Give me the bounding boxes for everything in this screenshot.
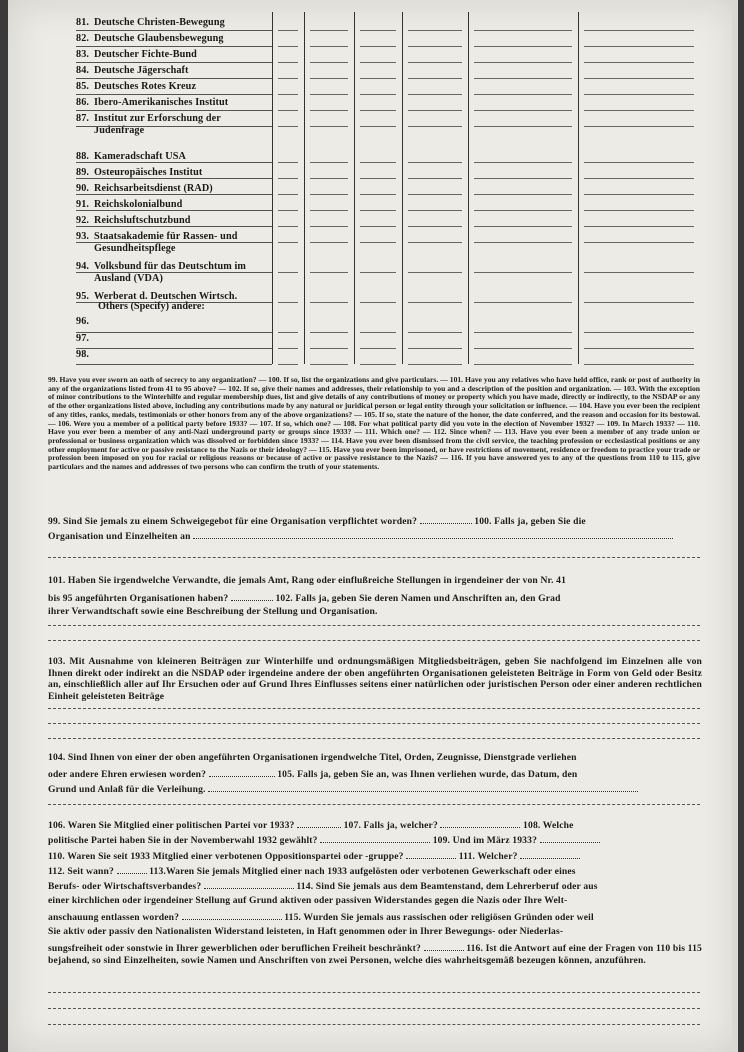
- answer-field-111[interactable]: [520, 849, 580, 859]
- answer-field-115[interactable]: [424, 941, 464, 951]
- question-text: politische Partei haben Sie in der Novemberwahl 1932 gewählt?: [48, 835, 318, 846]
- table-cell-line[interactable]: [278, 332, 298, 333]
- table-cell-line[interactable]: [584, 30, 694, 31]
- question-text: Berufs- oder Wirtschaftsverbandes?: [48, 881, 202, 892]
- organization-name: Kameradschaft USA: [94, 151, 186, 162]
- answer-field-108[interactable]: [320, 833, 430, 843]
- table-cell-line[interactable]: [584, 94, 694, 95]
- table-cell-line[interactable]: [310, 178, 348, 179]
- table-cell-line[interactable]: [310, 194, 348, 195]
- row-number: 84.: [76, 65, 90, 76]
- table-cell-line[interactable]: [310, 332, 348, 333]
- organization-name: Deutsche Glaubensbewegung: [94, 33, 224, 44]
- other-row[interactable]: [76, 349, 272, 361]
- table-cell-line[interactable]: [474, 126, 572, 127]
- answer-field-114[interactable]: [182, 910, 282, 920]
- table-cell-line[interactable]: [360, 126, 396, 127]
- question-114c: [48, 910, 702, 924]
- table-cell-line[interactable]: [360, 226, 396, 227]
- question-102b: ihrer Verwandtschaft sowie eine Beschreibung der Stellung und Organisation.: [48, 606, 378, 617]
- table-column-divider: [272, 12, 273, 364]
- table-cell-line[interactable]: [584, 242, 694, 243]
- table-cell-line[interactable]: [584, 178, 694, 179]
- row-number: 93.: [76, 231, 90, 242]
- question-text: 105. Falls ja, geben Sie an, was Ihnen verliehen wurde, das Datum, den: [277, 769, 578, 780]
- question-text: 99. Sind Sie jemals zu einem Schweigegebot für eine Organisation verpflichtet worden?: [48, 516, 418, 527]
- question-text: 109. Und im März 1933?: [432, 835, 538, 846]
- row-number: 94.: [76, 261, 90, 272]
- table-cell-line[interactable]: [310, 46, 348, 47]
- organization-row: [76, 97, 272, 109]
- table-cell-line[interactable]: [360, 272, 396, 273]
- table-cell-line[interactable]: [584, 62, 694, 63]
- table-cell-line[interactable]: [278, 348, 298, 349]
- table-cell-line[interactable]: [278, 272, 298, 273]
- table-cell-line[interactable]: [584, 302, 694, 303]
- table-cell-line[interactable]: [278, 210, 298, 211]
- row-number: 95.: [76, 291, 90, 302]
- row-number: 83.: [76, 49, 90, 60]
- answer-field-101[interactable]: [231, 591, 273, 601]
- answer-line[interactable]: [48, 557, 700, 558]
- organization-row: [76, 65, 272, 77]
- table-cell-line[interactable]: [584, 126, 694, 127]
- table-cell-line[interactable]: [360, 62, 396, 63]
- table-cell-line[interactable]: [584, 272, 694, 273]
- table-cell-line[interactable]: [408, 210, 462, 211]
- table-cell-line[interactable]: [310, 162, 348, 163]
- organization-name: Deutsche Jägerschaft: [94, 65, 189, 76]
- answer-field-109[interactable]: [540, 833, 600, 843]
- table-cell-line[interactable]: [360, 110, 396, 111]
- question-101: 101. Haben Sie irgendwelche Verwandte, die jemals Amt, Rang oder einflußreiche Stellungen in irgendeiner der von Nr. 41: [48, 575, 567, 586]
- row-number: 96.: [76, 316, 90, 327]
- table-row-line: [76, 210, 272, 211]
- table-row-line: [76, 46, 272, 47]
- row-number: 97.: [76, 333, 90, 344]
- question-text: anschauung entlassen worden?: [48, 912, 180, 923]
- answer-field-107[interactable]: [440, 818, 520, 828]
- table-cell-line[interactable]: [408, 364, 462, 365]
- answer-line[interactable]: [48, 723, 700, 724]
- table-cell-line[interactable]: [474, 332, 572, 333]
- table-cell-line[interactable]: [474, 242, 572, 243]
- table-column-divider: [304, 12, 305, 364]
- table-cell-line[interactable]: [584, 332, 694, 333]
- table-column-divider: [354, 12, 355, 364]
- table-cell-line[interactable]: [584, 210, 694, 211]
- table-row-line: [76, 226, 272, 227]
- organization-name: Deutsche Christen-Bewegung: [94, 17, 225, 28]
- answer-line[interactable]: [48, 1024, 700, 1025]
- table-cell-line[interactable]: [310, 62, 348, 63]
- question-text: 111. Welcher?: [458, 851, 518, 862]
- organization-row: [76, 81, 272, 93]
- table-row-line: [76, 364, 272, 365]
- table-cell-line[interactable]: [474, 178, 572, 179]
- table-row-line: [76, 242, 272, 243]
- row-number: 81.: [76, 17, 90, 28]
- question-115b: Sie aktiv oder passiv den Nationalisten Widerstand leisteten, in Haft genommen oder in Ihrer Bewegungs- oder Niederlas-: [48, 926, 564, 937]
- table-cell-line[interactable]: [360, 210, 396, 211]
- table-row-line: [76, 110, 272, 111]
- row-number: 89.: [76, 167, 90, 178]
- question-102: [48, 591, 702, 605]
- table-cell-line[interactable]: [278, 126, 298, 127]
- question-text: 108. Welche: [523, 820, 574, 831]
- table-cell-line[interactable]: [278, 162, 298, 163]
- answer-field-113[interactable]: [204, 879, 294, 889]
- answer-line[interactable]: [48, 804, 700, 805]
- question-text: bis 95 angeführten Organisationen haben?: [48, 593, 229, 604]
- organization-row: [76, 261, 272, 285]
- row-number: 91.: [76, 199, 90, 210]
- organization-table: [76, 12, 700, 364]
- question-text: 112. Seit wann?: [48, 866, 114, 877]
- table-cell-line[interactable]: [310, 226, 348, 227]
- table-cell-line[interactable]: [360, 194, 396, 195]
- answer-line[interactable]: [48, 992, 700, 993]
- question-text: 110. Waren Sie seit 1933 Mitglied einer verbotenen Oppositionspartei oder -gruppe?: [48, 851, 404, 862]
- table-cell-line[interactable]: [278, 364, 298, 365]
- answer-field-110[interactable]: [406, 849, 456, 859]
- table-cell-line[interactable]: [584, 226, 694, 227]
- organization-name: Deutscher Fichte-Bund: [94, 49, 197, 60]
- question-text: oder andere Ehren erwiesen worden?: [48, 769, 207, 780]
- table-row-line: [76, 94, 272, 95]
- question-100: [48, 529, 702, 543]
- question-text: 100. Falls ja, geben Sie die: [474, 516, 586, 527]
- answer-line[interactable]: [48, 640, 700, 641]
- table-cell-line[interactable]: [474, 210, 572, 211]
- table-cell-line[interactable]: [278, 46, 298, 47]
- table-cell-line[interactable]: [474, 62, 572, 63]
- table-cell-line[interactable]: [278, 242, 298, 243]
- table-cell-line[interactable]: [310, 126, 348, 127]
- answer-field-104[interactable]: [209, 767, 275, 777]
- table-cell-line[interactable]: [310, 348, 348, 349]
- question-text: 102. Falls ja, geben Sie deren Namen und Anschriften an, den Grad: [275, 593, 561, 604]
- table-cell-line[interactable]: [408, 30, 462, 31]
- table-cell-line[interactable]: [310, 30, 348, 31]
- table-cell-line[interactable]: [474, 226, 572, 227]
- english-instructions: 99. Have you ever sworn an oath of secrecy to any organization? — 100. If so, list the organizations and give particulars. — 101. Have you any relatives who have held office, rank or post of authority in any of the organizations listed from 41 to 95 above? — 102. If so, give their names and addresses, their relationship to you and a description of the position and organization. — 103. With the exception of minor contributions to the Winterhilfe and regular membership dues, list and give details of any contributions of money or property which you have made, directly or indirectly, to the NSDAP or any of the other organizations listed above, including any contributions made by any natural or juridical person or legal entity through your solicitation or influence. — 104. Have you ever been the recipient of any titles, ranks, medals, testimonials or other honors from any of the above organizations? — 105. If so, state the nature of the honor, the date conferred, and the reason and occasion for its bestowal. — 106. Were you a member of a political party before 1933? — 107. If so, which one? — 108. For what political party did you vote in the election of November 1932? — 109. In March 1933? — 110. Have you ever been a member of any anti-Nazi underground party or groups since 1933? — 111. Which one? — 112. Since when? — 113. Have you ever been a member of any trade union or professional or business organization which was dissolved or forbidden since 1933? — 114. Have you ever been dismissed from the civil service, the teaching profession or ecclesiastical positions or any other employment for active or passive resistance to the Nazis or their ideology? — 115. Have you ever been imprisoned, or have restrictions of movement, residence or freedom to practice your trade or profession been imposed on you for racial or religious reasons or because of active or passive resistance to the Nazis? — 116. If you have answered yes to any of the questions from 110 to 115, give particulars and the names and addresses of two persons who can confirm the truth of your statements.: [48, 375, 700, 472]
- table-cell-line[interactable]: [584, 78, 694, 79]
- question-text: sungsfreiheit oder sonstwie in Ihrer gewerblichen oder beruflichen Freiheit beschränkt?: [48, 943, 421, 954]
- question-text: 115. Wurden Sie jemals aus rassischen oder religiösen Gründen oder weil: [284, 912, 594, 923]
- question-105b: [48, 782, 702, 796]
- answer-field-112[interactable]: [117, 864, 147, 874]
- table-column-divider: [402, 12, 403, 364]
- table-cell-line[interactable]: [474, 46, 572, 47]
- row-number: 98.: [76, 349, 90, 360]
- table-cell-line[interactable]: [408, 226, 462, 227]
- table-cell-line[interactable]: [474, 94, 572, 95]
- table-cell-line[interactable]: [278, 178, 298, 179]
- table-cell-line[interactable]: [278, 110, 298, 111]
- organization-name: Osteuropäisches Institut: [94, 167, 203, 178]
- question-113b: [48, 879, 702, 893]
- table-row-line: [76, 126, 272, 127]
- organization-name: Werberat d. Deutschen Wirtsch.: [94, 291, 238, 302]
- question-114b: einer kirchlichen oder irgendeiner Stellung auf Grund aktiven oder passiven Widerstandes gegen die Nazis oder Ihre Welt-: [48, 895, 568, 906]
- table-cell-line[interactable]: [408, 94, 462, 95]
- organization-name: Deutsches Rotes Kreuz: [94, 81, 197, 92]
- table-cell-line[interactable]: [310, 110, 348, 111]
- table-cell-line[interactable]: [360, 46, 396, 47]
- table-cell-line[interactable]: [474, 78, 572, 79]
- table-cell-line[interactable]: [408, 162, 462, 163]
- table-cell-line[interactable]: [474, 348, 572, 349]
- table-cell-line[interactable]: [584, 46, 694, 47]
- organization-name: Volksbund für das Deutschtum im Ausland (VDA): [94, 261, 246, 284]
- table-cell-line[interactable]: [408, 78, 462, 79]
- organization-name: Ibero-Amerikanisches Institut: [94, 97, 229, 108]
- table-cell-line[interactable]: [310, 272, 348, 273]
- table-cell-line[interactable]: [584, 348, 694, 349]
- table-cell-line[interactable]: [360, 302, 396, 303]
- other-row[interactable]: [76, 333, 272, 345]
- row-number: 92.: [76, 215, 90, 226]
- table-row-line: [76, 194, 272, 195]
- table-cell-line[interactable]: [408, 302, 462, 303]
- table-cell-line[interactable]: [310, 302, 348, 303]
- table-row-line: [76, 272, 272, 273]
- question-text: 113.Waren Sie jemals Mitglied einer nach 1933 aufgelösten oder verbotenen Gewerkschaft oder eines: [149, 866, 576, 877]
- question-108: [48, 833, 702, 847]
- organization-row: [76, 17, 272, 29]
- question-text: 106. Waren Sie Mitglied einer politischen Partei vor 1933?: [48, 820, 295, 831]
- table-row-line: [76, 78, 272, 79]
- table-cell-line[interactable]: [584, 162, 694, 163]
- row-number: 85.: [76, 81, 90, 92]
- other-row[interactable]: [76, 316, 272, 328]
- table-cell-line[interactable]: [408, 272, 462, 273]
- table-column-divider: [578, 12, 579, 364]
- answer-field-99[interactable]: [420, 514, 472, 524]
- question-text: 107. Falls ja, welcher?: [343, 820, 438, 831]
- table-cell-line[interactable]: [278, 194, 298, 195]
- answer-field-106[interactable]: [297, 818, 341, 828]
- table-cell-line[interactable]: [584, 194, 694, 195]
- table-cell-line[interactable]: [474, 272, 572, 273]
- table-cell-line[interactable]: [360, 78, 396, 79]
- organization-row: [76, 113, 272, 137]
- row-number: 82.: [76, 33, 90, 44]
- organization-row: [76, 33, 272, 45]
- table-cell-line[interactable]: [278, 78, 298, 79]
- table-cell-line[interactable]: [474, 30, 572, 31]
- table-cell-line[interactable]: [278, 30, 298, 31]
- form-page: [8, 0, 738, 1052]
- table-cell-line[interactable]: [310, 94, 348, 95]
- table-cell-line[interactable]: [408, 46, 462, 47]
- table-cell-line[interactable]: [474, 194, 572, 195]
- table-column-divider: [468, 12, 469, 364]
- table-cell-line[interactable]: [408, 110, 462, 111]
- table-cell-line[interactable]: [310, 210, 348, 211]
- table-cell-line[interactable]: [360, 178, 396, 179]
- table-row-line: [76, 178, 272, 179]
- organization-name: Institut zur Erforschung der Judenfrage: [94, 113, 221, 136]
- row-number: 90.: [76, 183, 90, 194]
- table-cell-line[interactable]: [310, 242, 348, 243]
- table-cell-line[interactable]: [278, 94, 298, 95]
- row-number: 87.: [76, 113, 90, 124]
- question-99: [48, 514, 702, 528]
- table-cell-line[interactable]: [408, 194, 462, 195]
- table-cell-line[interactable]: [584, 364, 694, 365]
- table-cell-line[interactable]: [360, 364, 396, 365]
- table-cell-line[interactable]: [408, 126, 462, 127]
- question-103: 103. Mit Ausnahme von kleineren Beiträgen zur Winterhilfe und ordnungsmäßigen Mitgliedsbeiträgen, geben Sie nachfolgend im Einzelnen alle von Ihnen direkt oder indirekt an die NSDAP oder irgendeine andere der oben angeführten Organisationen geleisteten Beiträge in Form von Geld oder Besitz an, einschließlich aller auf Ihr Ersuchen oder auf Grund Ihres Einflusses seitens einer natürlichen oder juristischen Person oder einer anderen rechtlichen Einheit geleisteten Beiträge: [48, 656, 702, 702]
- question-110: [48, 849, 702, 863]
- question-105: [48, 767, 702, 781]
- table-cell-line[interactable]: [360, 30, 396, 31]
- table-cell-line[interactable]: [278, 62, 298, 63]
- answer-line[interactable]: [48, 625, 700, 626]
- question-112: [48, 864, 702, 878]
- organization-row: [76, 231, 272, 255]
- answer-line[interactable]: [48, 738, 700, 739]
- row-number: 88.: [76, 151, 90, 162]
- table-cell-line[interactable]: [474, 162, 572, 163]
- table-cell-line[interactable]: [360, 162, 396, 163]
- table-cell-line[interactable]: [360, 332, 396, 333]
- organization-name: Reichsluftschutzbund: [94, 215, 191, 226]
- table-cell-line[interactable]: [408, 62, 462, 63]
- table-cell-line[interactable]: [310, 364, 348, 365]
- question-106: [48, 818, 702, 832]
- table-cell-line[interactable]: [310, 78, 348, 79]
- question-text: Grund und Anlaß für die Verleihung.: [48, 784, 206, 795]
- table-cell-line[interactable]: [408, 242, 462, 243]
- answer-line[interactable]: [48, 708, 700, 709]
- table-cell-line[interactable]: [360, 94, 396, 95]
- table-cell-line[interactable]: [360, 242, 396, 243]
- organization-name: Staatsakademie für Rassen- und Gesundheitspflege: [94, 231, 238, 254]
- table-row-line: [76, 30, 272, 31]
- question-text: 114. Sind Sie jemals aus dem Beamtenstand, dem Lehrerberuf oder aus: [296, 881, 598, 892]
- organization-name: Reichsarbeitsdienst (RAD): [94, 183, 213, 194]
- table-cell-line[interactable]: [474, 364, 572, 365]
- table-cell-line[interactable]: [360, 348, 396, 349]
- question-text: 116. Ist die Antwort auf eine der Fragen von 110 bis 115 bejahend, so sind Einzelheiten, sowie Namen und Anschriften von zwei Personen, welche dies wahrheitsgemäß bezeugen können, anzuführen.: [48, 943, 702, 966]
- organization-name: Reichskolonialbund: [94, 199, 183, 210]
- answer-field-100[interactable]: [193, 529, 673, 539]
- question-text: Organisation und Einzelheiten an: [48, 531, 191, 542]
- table-cell-line[interactable]: [408, 332, 462, 333]
- organization-row: [76, 49, 272, 61]
- row-number: 86.: [76, 97, 90, 108]
- answer-line[interactable]: [48, 1008, 700, 1009]
- table-cell-line[interactable]: [278, 302, 298, 303]
- question-104: 104. Sind Ihnen von einer der oben angeführten Organisationen irgendwelche Titel, Orden, Zeugnisse, Dienstgrade verliehen: [48, 752, 577, 763]
- table-row-line: [76, 162, 272, 163]
- table-cell-line[interactable]: [408, 348, 462, 349]
- table-cell-line[interactable]: [584, 110, 694, 111]
- table-cell-line[interactable]: [474, 302, 572, 303]
- answer-field-105[interactable]: [208, 782, 638, 792]
- others-label: Others (Specify) andere:: [98, 301, 205, 312]
- table-cell-line[interactable]: [278, 226, 298, 227]
- table-cell-line[interactable]: [474, 110, 572, 111]
- table-row-line: [76, 62, 272, 63]
- question-115c: [48, 941, 702, 967]
- table-cell-line[interactable]: [408, 178, 462, 179]
